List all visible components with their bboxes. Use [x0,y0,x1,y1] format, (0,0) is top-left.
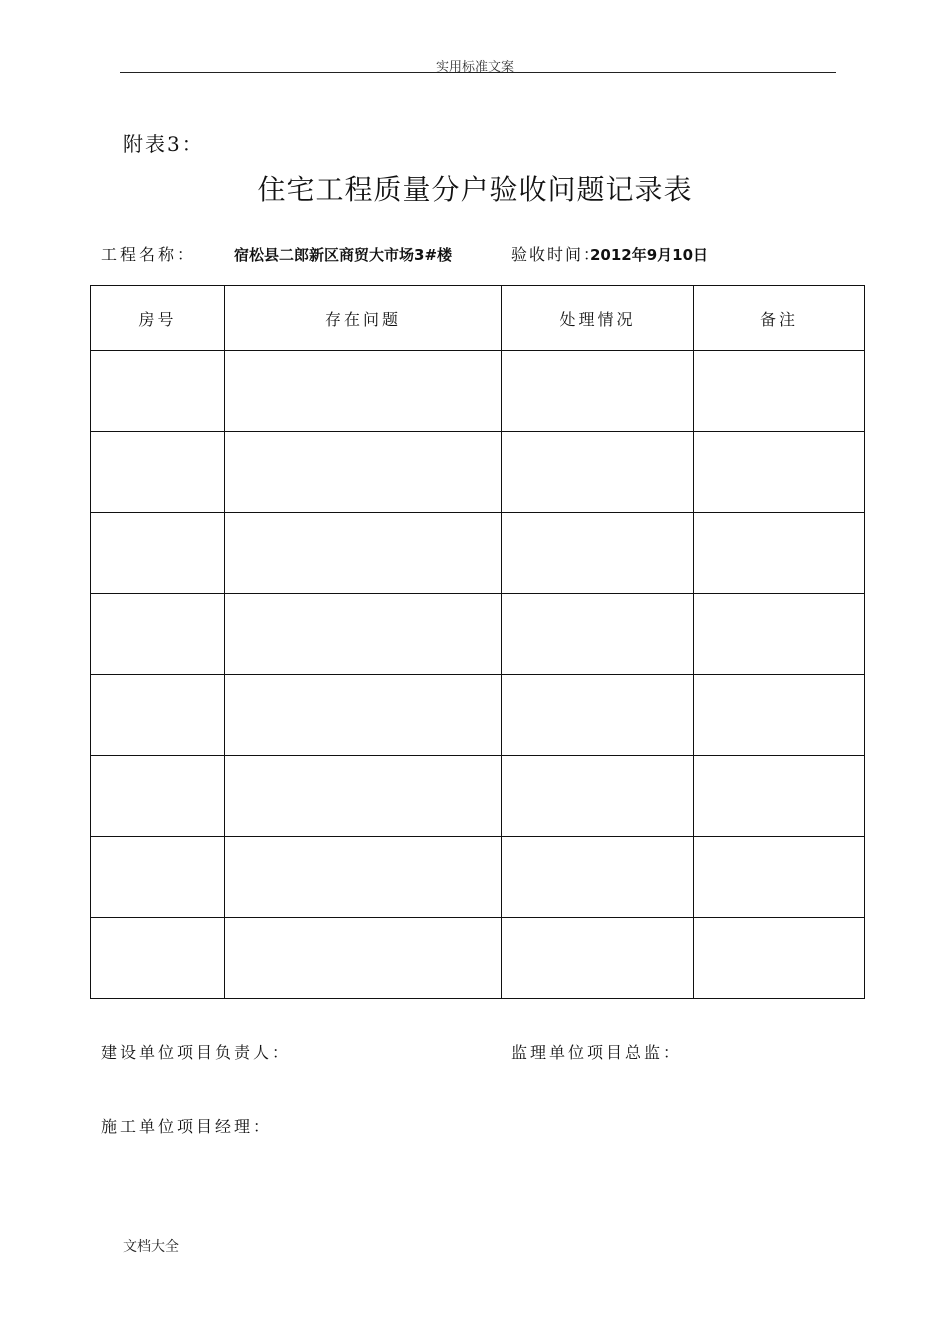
remarks-cell[interactable] [694,918,865,999]
table-row [91,513,865,594]
remarks-cell[interactable] [694,351,865,432]
column-header-remarks: 备注 [694,286,865,351]
supervisor-signature-label: 监理单位项目总监： [511,1043,683,1062]
contractor-signature-label: 施工单位项目经理： [101,1117,273,1136]
column-header-handling: 处理情况 [502,286,694,351]
table-row [91,756,865,837]
remarks-cell[interactable] [694,756,865,837]
attachment-label: 附表3： [123,132,204,156]
remarks-cell[interactable] [694,513,865,594]
remarks-cell[interactable] [694,837,865,918]
handling-cell[interactable] [502,513,694,594]
issues-cell[interactable] [225,513,502,594]
table-body [91,351,865,999]
table-row [91,675,865,756]
remarks-cell[interactable] [694,594,865,675]
room-number-cell[interactable] [91,594,225,675]
table-row [91,837,865,918]
project-name-label: 工程名称： [101,245,197,264]
header-divider [120,72,836,73]
issues-cell[interactable] [225,432,502,513]
record-table [90,285,865,999]
inspection-date-value: 2012年9月10日 [590,246,709,264]
handling-cell[interactable] [502,351,694,432]
issues-cell[interactable] [225,351,502,432]
issues-cell[interactable] [225,918,502,999]
inspection-date-label: 验收时间： [511,245,602,264]
handling-cell[interactable] [502,432,694,513]
handling-cell[interactable] [502,594,694,675]
table-row [91,432,865,513]
handling-cell[interactable] [502,918,694,999]
room-number-cell[interactable] [91,756,225,837]
table-row [91,918,865,999]
issues-cell[interactable] [225,594,502,675]
remarks-cell[interactable] [694,675,865,756]
issues-cell[interactable] [225,837,502,918]
room-number-cell[interactable] [91,432,225,513]
project-name-value: 宿松县二郎新区商贸大市场3#楼 [234,246,453,264]
issues-cell[interactable] [225,756,502,837]
page-header-text: 实用标准文案 [435,60,514,75]
room-number-cell[interactable] [91,351,225,432]
page-title: 住宅工程质量分户验收问题记录表 [257,173,693,206]
handling-cell[interactable] [502,837,694,918]
room-number-cell[interactable] [91,918,225,999]
remarks-cell[interactable] [694,432,865,513]
room-number-cell[interactable] [91,513,225,594]
handling-cell[interactable] [502,675,694,756]
table-row [91,594,865,675]
room-number-cell[interactable] [91,837,225,918]
column-header-room-number: 房号 [91,286,225,351]
table-row [91,351,865,432]
issues-cell[interactable] [225,675,502,756]
handling-cell[interactable] [502,756,694,837]
page-footer-text: 文档大全 [123,1239,179,1255]
column-header-issues: 存在问题 [225,286,502,351]
room-number-cell[interactable] [91,675,225,756]
builder-signature-label: 建设单位项目负责人： [101,1043,292,1062]
table-header-row [91,286,865,351]
